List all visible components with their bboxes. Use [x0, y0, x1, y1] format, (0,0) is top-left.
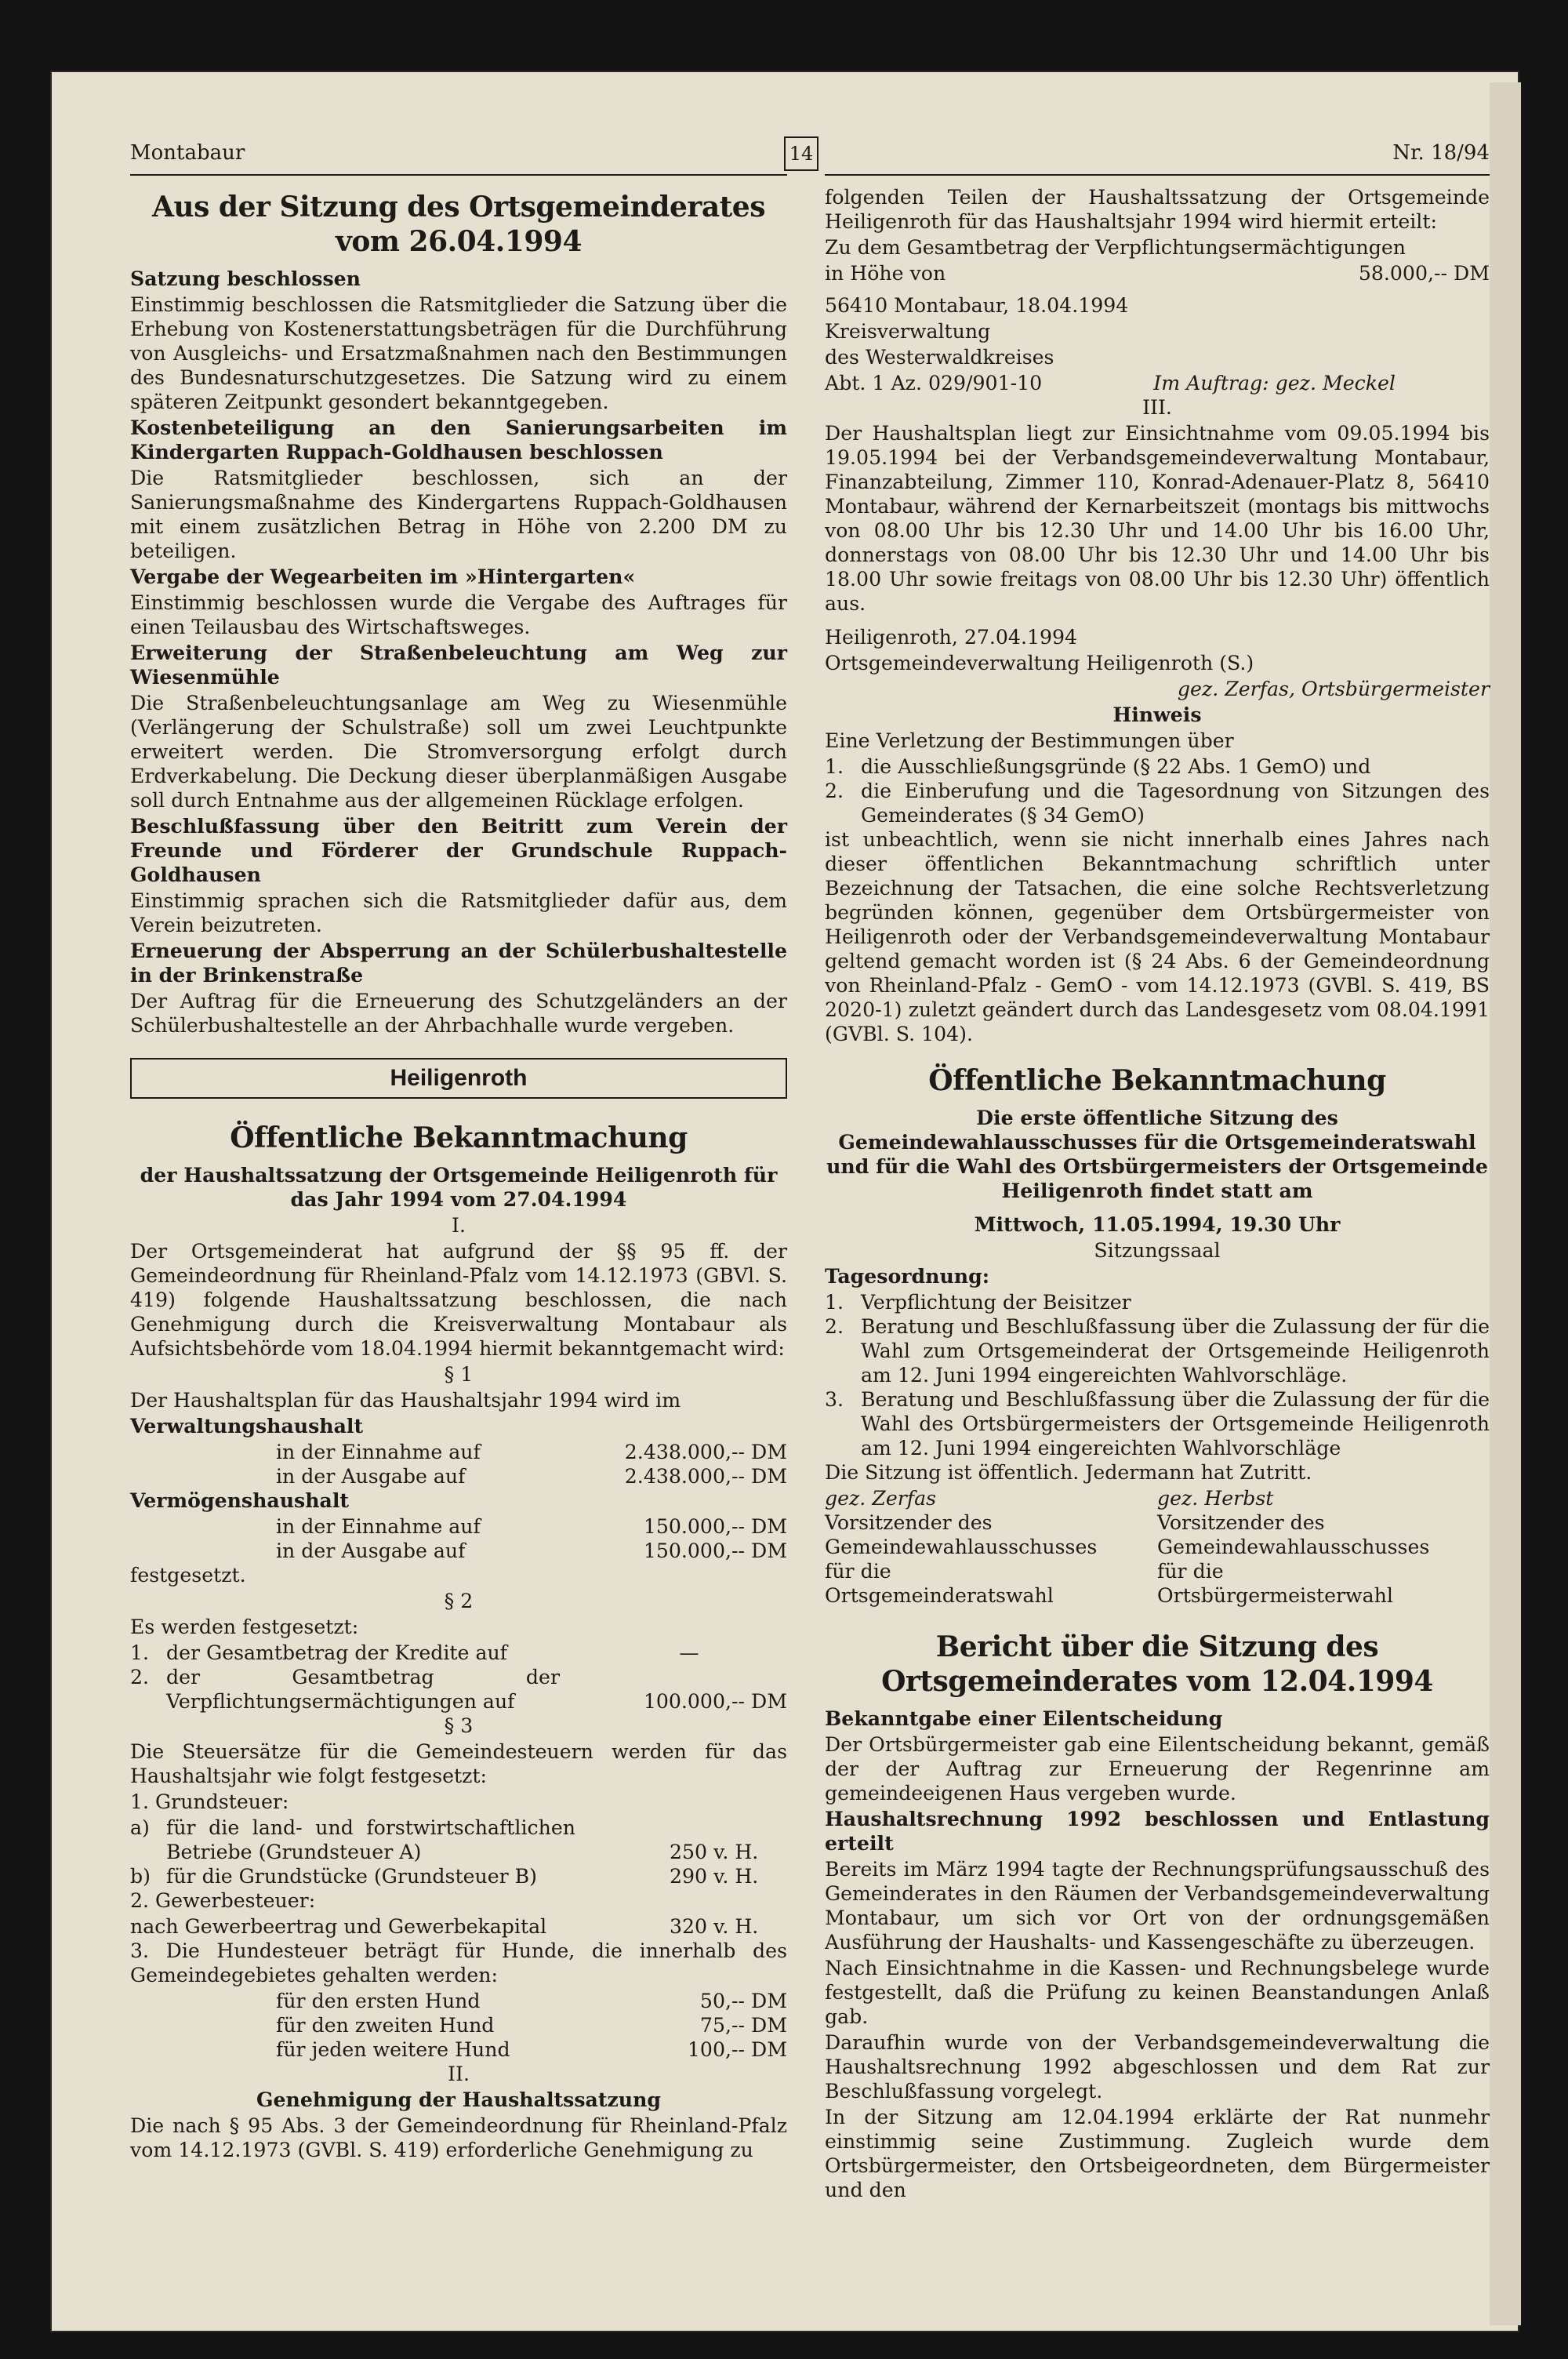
section-text: Einstimmig beschlossen die Ratsmitglieder die Satzung über die Erhebung von Kostenerstattungsbeträgen für die Durchführung von Ausgleichs- und Ersatzmaßnahmen nach den Bestimmungen des Bundesnaturschutzgesetzes. Die Satzung wird zu einem späteren Zeitpunkt gesondert bekanntgegeben. [130, 293, 787, 413]
amount-row [130, 1514, 787, 1539]
section-text: Einstimmig sprachen sich die Ratsmitglieder dafür aus, dem Verein beizutreten. [130, 889, 787, 936]
agenda-heading: Tagesordnung: [825, 1264, 989, 1288]
page-number: 14 [784, 136, 818, 171]
header-rule-left [130, 174, 787, 176]
amount-label: in der Ausgabe auf [276, 1465, 466, 1488]
amount-row: in Höhe von 58.000,-- DM [825, 262, 1490, 285]
amount-row [130, 1440, 787, 1464]
list-item: 2. der Gesamtbetrag der Verpflichtungsermächtigungen auf 100.000,-- DM [130, 1666, 787, 1713]
right-column [825, 185, 1490, 2204]
section-text: Die Straßenbeleuchtungsanlage am Weg zu Wiesenmühle (Verlängerung der Schulstraße) soll um zwei Leuchtpunkte erweitert werden. Die Stromversorgung erfolgt durch Erdverkabelung. Die Deckung dieser überplanmäßigen Ausgabe soll durch Entnahme aus der allgemeinen Rücklage erfolgen. [130, 692, 787, 812]
left-column [130, 185, 787, 2164]
article-title-bekanntmachung: Öffentliche Bekanntmachung [230, 1121, 688, 1154]
list-item: b) für die Grundstücke (Grundsteuer B) 290 v. H. [130, 1865, 759, 1888]
section-text: In der Sitzung am 12.04.1994 erklärte der Rat nunmehr einstimmig seine Zustimmung. Zugleich wurde dem Ortsbürgermeister, den Ortsbeigeordneten, dem Bürgermeister und den [825, 2106, 1490, 2201]
header-town: Montabaur [130, 141, 245, 165]
amount-row: für den zweiten Hund 75,-- DM [276, 2014, 787, 2037]
section-heading: Hinweis [1112, 703, 1202, 726]
section-heading: Beschlußfassung über den Beitritt zum Verein der Freunde und Förderer der Grundschule Ruppach-Goldhausen [130, 814, 787, 886]
section-text: Nach Einsichtnahme in die Kassen- und Rechnungsbelege wurde festgestellt, daß die Prüfung zu keinen Beanstandungen Anlaß gab. [825, 1957, 1490, 2028]
paragraph: Ortsgemeindeverwaltung Heiligenroth (S.) [825, 652, 1254, 674]
address-line: Kreisverwaltung [825, 320, 991, 343]
header-rule-right [825, 174, 1490, 176]
paragraph: festgesetzt. [130, 1564, 246, 1587]
section-text: Der Auftrag für die Erneuerung des Schutzgeländers an der Schülerbushaltestelle an der Ahrbachhalle wurde vergeben. [130, 990, 787, 1037]
paragraph: Die Steuersätze für die Gemeindesteuern werden für das Haushaltsjahr wie folgt festgesetzt: [130, 1740, 787, 1787]
article-subtitle: Die erste öffentliche Sitzung des Gemeindewahlausschusses für die Ortsgemeinderatswahl und für die Wahl des Ortsbürgermeisters der Ortsgemeinde Heiligenroth findet statt am [826, 1106, 1488, 1202]
list-item: 1. Verpflichtung der Beisitzer [825, 1291, 1131, 1314]
amount-label: in der Ausgabe auf [276, 1539, 466, 1562]
amount-row [130, 1464, 787, 1488]
section-heading: Erweiterung der Straßenbeleuchtung am Weg zur Wiesenmühle [130, 641, 787, 689]
list-item: 3. Beratung und Beschlußfassung über die Zulassung der für die Wahl des Ortsbürgermeisters der Ortsgemeinde Heiligenroth am 12. Juni 1994 eingereichten Wahlvorschläge [825, 1388, 1490, 1459]
article-title-bericht: Bericht über die Sitzung des Ortsgemeinderates vom 12.04.1994 [881, 1630, 1433, 1698]
section-text: Der Ortsbürgermeister gab eine Eilentscheidung bekannt, gemäß der der Auftrag zur Erneuerung der Regenrinne am gemeindeeigenen Haus vergeben wurde. [825, 1733, 1490, 1805]
paragraph: folgenden Teilen der Haushaltssatzung der Ortsgemeinde Heiligenroth für das Haushaltsjahr 1994 wird hiermit erteilt: [825, 186, 1490, 233]
list-item: a) für die land- und forstwirtschaftlichen Betriebe (Grundsteuer A) 250 v. H. [130, 1816, 759, 1863]
list-item: nach Gewerbeertrag und Gewerbekapital 320 v. H. [130, 1915, 759, 1938]
amount-label: in der Einnahme auf [276, 1441, 481, 1463]
paragraph: 3. Die Hundesteuer beträgt für Hunde, die innerhalb des Gemeindegebietes gehalten werden: [130, 1939, 787, 1986]
issue-number: Nr. 18/94 [1392, 141, 1490, 165]
tax-heading: 2. Gewerbesteuer: [130, 1889, 316, 1912]
address-line: des Westerwaldkreises [825, 346, 1054, 369]
paragraph-sign: § 1 [444, 1363, 474, 1386]
article-subtitle: der Haushaltssatzung der Ortsgemeinde Heiligenroth für das Jahr 1994 vom 27.04.1994 [140, 1163, 778, 1211]
article-title-sitzung: Aus der Sitzung des Ortsgemeinderates vom 26.04.1994 [152, 191, 765, 258]
article-title-bekanntmachung-2: Öffentliche Bekanntmachung [928, 1064, 1386, 1097]
amount-value: 150.000,-- DM [643, 1515, 787, 1538]
section-text: Die Ratsmitglieder beschlossen, sich an der Sanierungsmaßnahme des Kindergartens Ruppach-Goldhausen mit einem zusätzlichen Betrag in Höhe von 2.200 DM zu beteiligen. [130, 467, 787, 562]
amount-value: 150.000,-- DM [643, 1539, 787, 1562]
page-header [130, 141, 1490, 176]
section-text: Einstimmig beschlossen wurde die Vergabe des Auftrages für einen Teilausbau des Wirtschaftsweges. [130, 591, 787, 638]
amount-value: 2.438.000,-- DM [624, 1441, 787, 1463]
list-item: 2. Beratung und Beschlußfassung über die Zulassung der für die Wahl zum Ortsgemeinderat der Ortsgemeinde Heiligenroth am 12. Juni 1994 eingereichten Wahlvorschläge. [825, 1315, 1490, 1387]
section-heading: Satzung beschlossen [130, 267, 361, 290]
paragraph: ist unbeachtlich, wenn sie nicht innerhalb eines Jahres nach dieser öffentlichen Bekanntmachung schriftlich unter Bezeichnung der Tatsachen, die eine solche Rechtsverletzung begründen können, gegenüber dem Ortsbürgermeister von Heiligenroth oder der Verbandsgemeindeverwaltung Montabaur geltend gemacht worden ist (§ 24 Abs. 6 der Gemeindeordnung von Rheinland-Pfalz - GemO - vom 14.12.1973 (GVBl. S. 419, BS 2020-1) zuletzt geändert durch das Landesgesetz vom 08.04.1991 (GVBl. S. 104). [825, 828, 1490, 1045]
paragraph: Der Haushaltsplan liegt zur Einsichtnahme vom 09.05.1994 bis 19.05.1994 bei der Verbandsgemeindeverwaltung Montabaur, Finanzabteilung, Zimmer 110, Konrad-Adenauer-Platz 8, 56410 Montabaur, während der Kernarbeitszeit (montags bis mittwochs von 08.00 Uhr bis 12.30 Uhr und 14.00 Uhr bis 16.00 Uhr, donnerstags von 08.00 Uhr bis 12.30 Uhr und 14.00 Uhr bis 18.00 Uhr sowie freitags von 08.00 Uhr bis 12.30 Uhr) öffentlich aus. [825, 422, 1490, 615]
amount-row [130, 1539, 787, 1563]
paragraph: Es werden festgesetzt: [130, 1616, 359, 1638]
meeting-room: Sitzungssaal [1094, 1239, 1221, 1262]
section-heading: Erneuerung der Absperrung an der Schülerbushaltestelle in der Brinkenstraße [130, 939, 787, 987]
town-section-box: Heiligenroth [130, 1058, 787, 1099]
roman-numeral: I. [452, 1214, 466, 1237]
page-edge [1490, 82, 1521, 2325]
roman-numeral: III. [1142, 396, 1172, 419]
roman-numeral: II. [448, 2063, 470, 2085]
amount-value: 2.438.000,-- DM [624, 1465, 787, 1488]
section-heading: Haushaltsrechnung 1992 beschlossen und Entlastung erteilt [825, 1807, 1490, 1855]
tax-heading: 1. Grundsteuer: [130, 1790, 289, 1813]
signature: gez. Zerfas, Ortsbürgermeister [1177, 678, 1490, 700]
meeting-date: Mittwoch, 11.05.1994, 19.30 Uhr [974, 1212, 1341, 1236]
paragraph: Zu dem Gesamtbetrag der Verpflichtungsermächtigungen [825, 236, 1406, 259]
section-heading: Bekanntgabe einer Eilentscheidung [825, 1707, 1223, 1730]
budget-heading: Verwaltungshaushalt [130, 1414, 364, 1438]
paragraph: Heiligenroth, 27.04.1994 [825, 626, 1078, 649]
section-text: Daraufhin wurde von der Verbandsgemeindeverwaltung die Haushaltsrechnung 1992 abgeschlossen und dem Rat zur Beschlußfassung vorgelegt. [825, 2031, 1490, 2103]
list-item: 2. die Einberufung und die Tagesordnung von Sitzungen des Gemeinderates (§ 34 GemO) [825, 780, 1490, 827]
paragraph-sign: § 3 [444, 1714, 474, 1737]
address-line: 56410 Montabaur, 18.04.1994 [825, 294, 1129, 317]
amount-row: für den ersten Hund 50,-- DM [276, 1990, 787, 2012]
budget-heading: Vermögenshaushalt [130, 1488, 350, 1512]
signature-block: gez. Zerfas Vorsitzender des Gemeindewahlausschusses für die Ortsgemeinderatswahl gez. Herbst Vorsitzender des Gemeindewahlausschusses für die Ortsbürgermeisterwahl [825, 1487, 1430, 1607]
paragraph: Die Sitzung ist öffentlich. Jedermann hat Zutritt. [825, 1461, 1312, 1484]
address-line: Abt. 1 Az. 029/901-10 Im Auftrag: gez. Meckel [825, 372, 1396, 394]
paragraph-sign: § 2 [444, 1590, 474, 1612]
section-heading: Vergabe der Wegearbeiten im »Hintergarten« [130, 565, 636, 588]
amount-label: in der Einnahme auf [276, 1515, 481, 1538]
section-heading: Genehmigung der Haushaltssatzung [256, 2088, 661, 2111]
paragraph: Der Haushaltsplan für das Haushaltsjahr 1994 wird im [130, 1389, 681, 1412]
list-item: 1. die Ausschließungsgründe (§ 22 Abs. 1 GemO) und [825, 755, 1371, 778]
section-text: Bereits im März 1994 tagte der Rechnungsprüfungsausschuß des Gemeinderates in den Räumen der Verbandsgemeindeverwaltung Montabaur, um sich vor Ort von der ordnungsgemäßen Ausführung der Haushalts- und Kassengeschäfte zu überzeugen. [825, 1858, 1490, 1954]
list-item: 1. der Gesamtbetrag der Kredite auf — [130, 1641, 699, 1664]
paragraph: Der Ortsgemeinderat hat aufgrund der §§ 95 ff. der Gemeindeordnung für Rheinland-Pfalz vom 14.12.1973 (GBVl. S. 419) folgende Haushaltssatzung beschlossen, die nach Genehmigung durch die Kreisverwaltung Montabaur als Aufsichtsbehörde vom 18.04.1994 hiermit bekanntgemacht wird: [130, 1240, 787, 1360]
section-heading: Kostenbeteiligung an den Sanierungsarbeiten im Kindergarten Ruppach-Goldhausen beschlossen [130, 416, 787, 463]
paragraph: Die nach § 95 Abs. 3 der Gemeindeordnung für Rheinland-Pfalz vom 14.12.1973 (GVBl. S. 419) erforderliche Genehmigung zu [130, 2114, 787, 2161]
paragraph: Eine Verletzung der Bestimmungen über [825, 729, 1234, 752]
amount-row: für jeden weitere Hund 100,-- DM [276, 2038, 787, 2061]
